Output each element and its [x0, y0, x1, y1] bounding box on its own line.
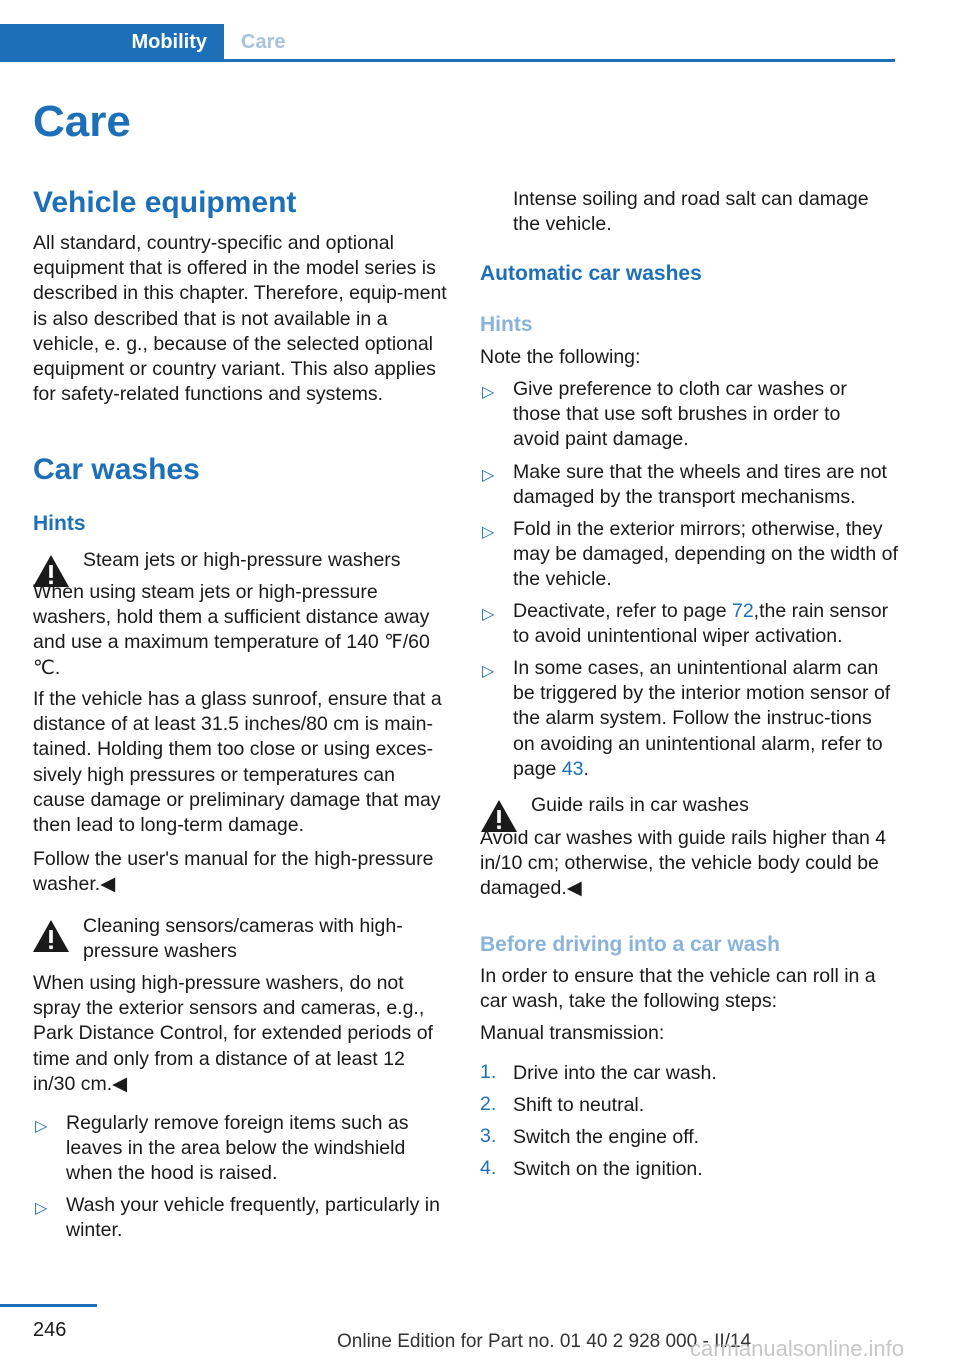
warning-text-guide-rails: Avoid car washes with guide rails higher than 4 in/10 cm; otherwise, the vehicle body could be damaged.◀ [480, 827, 887, 900]
header-tab-bar [0, 24, 895, 62]
list-item: Give preference to cloth car washes or those that use soft brushes in order to avoid paint damage. [513, 378, 847, 451]
before-text: In order to ensure that the vehicle can roll in a car wash, take the following steps: [480, 965, 876, 1013]
step-number: 3. [480, 1125, 497, 1147]
tab-mobility[interactable]: Mobility [0, 24, 224, 59]
bullet-marker: ▷ [482, 663, 495, 680]
list-item: Fold in the exterior mirrors; otherwise, they may be damaged, depending on the width of the vehicle. [513, 518, 898, 591]
alarm-text: In some cases, an unintentional alarm can be triggered by the interior motion sensor of the alarm system. Follow the instruc-tions on avoiding an unintentional alarm, refer to page [513, 657, 891, 780]
page-link-43[interactable]: 43 [561, 757, 584, 780]
step-number: 4. [480, 1157, 497, 1179]
manual-transmission-text: Manual transmission: [480, 1022, 665, 1044]
heading-hints-left: Hints [33, 512, 86, 535]
step-number: 2. [480, 1093, 497, 1115]
list-item: Regularly remove foreign items such as leaves in the area below the windshield when the hood is raised. [66, 1112, 409, 1185]
step-text: Drive into the car wash. [513, 1062, 717, 1084]
page-title: Care [33, 97, 131, 146]
bullet-marker: ▷ [482, 384, 495, 401]
footer-divider [0, 1304, 97, 1307]
list-item: Wash your vehicle frequently, particularly in winter. [66, 1194, 440, 1242]
warning-title-guide-rails: Guide rails in car washes [531, 794, 749, 816]
road-salt-text: Intense soiling and road salt can damage the vehicle. [513, 188, 869, 236]
bullet-marker: ▷ [35, 1118, 48, 1135]
list-item [513, 656, 893, 782]
warning-title-sensors: Cleaning sensors/cameras with high-pressure washers [83, 915, 403, 963]
page-link-72[interactable]: 72 [731, 600, 754, 622]
deactivate-text: Deactivate, refer to page [513, 600, 732, 622]
heading-car-washes: Car washes [33, 453, 200, 486]
watermark: carmanualsonline.info [690, 1336, 905, 1361]
warning-text-steam-jets: When using steam jets or high-pressure washers, hold them a sufficient distance away and use a maximum temperature of 140 ℉/60 ℃. [33, 581, 430, 679]
heading-vehicle-equipment: Vehicle equipment [33, 186, 297, 219]
bullet-marker: ▷ [482, 606, 495, 623]
follow-manual-text: Follow the user's manual for the high-pressure washer.◀ [33, 848, 434, 896]
list-item [513, 599, 903, 649]
warning-text-sensors: When using high-pressure washers, do not spray the exterior sensors and cameras, e.g., Park Distance Control, for extended periods of time and only from a distance of at least 12 in/30 cm.◀ [33, 972, 433, 1095]
bullet-marker: ▷ [35, 1200, 48, 1217]
vehicle-equipment-text: All standard, country-specific and optional equipment that is offered in the model series is described in this chapter. Therefore, equip-ment is also described that is not available in a vehicle, e. g., because of the selected optional equipment or country variant. This also applies for safety-related functions and systems. [33, 232, 447, 406]
edition-text: Online Edition for Part no. 01 40 2 928 000 - II/14 [337, 1331, 752, 1352]
note-text: Note the following: [480, 346, 641, 368]
step-text: Shift to neutral. [513, 1094, 645, 1116]
bullet-marker: ▷ [482, 524, 495, 541]
step-text: Switch on the ignition. [513, 1158, 703, 1180]
warning-icon [31, 918, 71, 954]
heading-before-driving: Before driving into a car wash [480, 933, 780, 956]
heading-automatic-car-washes: Automatic car washes [480, 262, 702, 285]
warning-title-steam-jets: Steam jets or high-pressure washers [83, 549, 401, 571]
sunroof-text: If the vehicle has a glass sunroof, ensure that a distance of at least 31.5 inches/80 cm is main-tained. Holding them too close or using exces-sively high pressures or temperatures can cause damage or preliminary damage that may then lead to long-term damage. [33, 688, 442, 837]
step-number: 1. [480, 1061, 497, 1083]
bullet-marker: ▷ [482, 467, 495, 484]
alarm-text-end: . [583, 757, 589, 780]
deactivate-text-cont: ,the rain sensor to avoid unintentional wiper activation. [513, 600, 889, 648]
list-item: Make sure that the wheels and tires are not damaged by the transport mechanisms. [513, 461, 887, 509]
page-number: 246 [33, 1319, 67, 1341]
step-text: Switch the engine off. [513, 1126, 700, 1148]
heading-hints-right: Hints [480, 313, 533, 336]
tab-care[interactable]: Care [241, 31, 286, 53]
